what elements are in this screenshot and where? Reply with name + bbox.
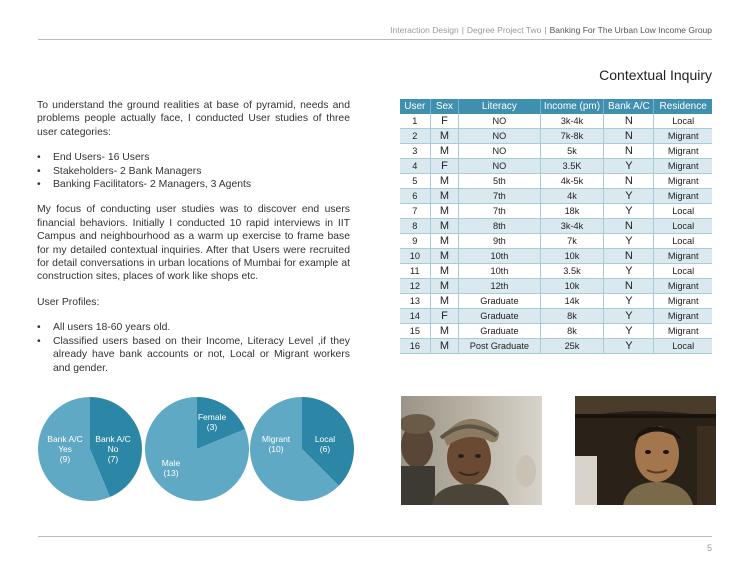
cell-income: 3.5K <box>540 159 604 174</box>
slice-label-line: Migrant <box>261 434 291 444</box>
cell-bank-ac: Y <box>604 189 654 204</box>
cell-sex: M <box>430 144 459 159</box>
page-number: 5 <box>706 543 712 553</box>
user-profiles-list <box>37 321 350 375</box>
cell-sex: M <box>430 264 459 279</box>
cell-user-id: 12 <box>400 279 430 294</box>
slice-label-male <box>154 458 188 478</box>
cell-user-id: 1 <box>400 114 430 129</box>
page-header <box>0 0 750 40</box>
column-header-residence: Residence <box>654 99 712 114</box>
slice-label-line: (3) <box>206 422 218 432</box>
cell-bank-ac: Y <box>604 324 654 339</box>
cell-income: 8k <box>540 309 604 324</box>
breadcrumb-item-project: Degree Project Two <box>466 25 542 35</box>
cell-sex: M <box>430 324 459 339</box>
cell-sex: M <box>430 294 459 309</box>
cell-bank-ac: Y <box>604 234 654 249</box>
cell-bank-ac: N <box>604 249 654 264</box>
table-row <box>400 204 712 219</box>
slice-label-line: (9) <box>59 454 71 464</box>
intro-paragraph: To understand the ground realities at base of pyramid, needs and problems people actually face, I conducted User studies of three user categories: <box>37 100 350 138</box>
slice-label-female <box>194 412 230 432</box>
cell-sex: F <box>430 114 459 129</box>
cell-residence: Local <box>654 264 712 279</box>
cell-residence: Migrant <box>654 279 712 294</box>
list-item: • Stakeholders- 2 Bank Managers <box>37 165 350 178</box>
section-title: Contextual Inquiry <box>599 67 712 83</box>
breadcrumb-item-topic: Banking For The Urban Low Income Group <box>549 25 712 35</box>
cell-literacy: Post Graduate <box>459 339 540 354</box>
list-item: • End Users- 16 Users <box>37 151 350 164</box>
cell-residence: Local <box>654 204 712 219</box>
cell-user-id: 13 <box>400 294 430 309</box>
cell-residence: Migrant <box>654 159 712 174</box>
cell-residence: Migrant <box>654 144 712 159</box>
cell-residence: Migrant <box>654 189 712 204</box>
slice-label-migrant <box>255 434 297 454</box>
cell-literacy: Graduate <box>459 324 540 339</box>
cell-sex: F <box>430 309 459 324</box>
cell-sex: M <box>430 174 459 189</box>
cell-user-id: 2 <box>400 129 430 144</box>
cell-user-id: 5 <box>400 174 430 189</box>
cell-income: 18k <box>540 204 604 219</box>
slice-label-line: (13) <box>163 468 179 478</box>
column-header-sex: Sex <box>430 99 459 114</box>
cell-literacy: NO <box>459 129 540 144</box>
cell-literacy: NO <box>459 159 540 174</box>
header-divider <box>38 39 712 40</box>
slice-label-line: (6) <box>319 444 331 454</box>
cell-literacy: 8th <box>459 219 540 234</box>
column-header-literacy: Literacy <box>459 99 540 114</box>
cell-sex: M <box>430 189 459 204</box>
footer-divider <box>38 536 712 537</box>
cell-literacy: 10th <box>459 249 540 264</box>
table-row <box>400 249 712 264</box>
table-row <box>400 129 712 144</box>
photo-construction-workers-image <box>401 396 542 505</box>
column-header-user: User <box>400 99 430 114</box>
cell-sex: M <box>430 219 459 234</box>
cell-literacy: Graduate <box>459 309 540 324</box>
cell-bank-ac: N <box>604 144 654 159</box>
slice-label-line: Male <box>161 458 181 468</box>
cell-income: 8k <box>540 324 604 339</box>
cell-income: 4k <box>540 189 604 204</box>
cell-sex: M <box>430 339 459 354</box>
cell-bank-ac: Y <box>604 204 654 219</box>
table-row <box>400 279 712 294</box>
cell-income: 25k <box>540 339 604 354</box>
cell-residence: Migrant <box>654 324 712 339</box>
cell-bank-ac: N <box>604 129 654 144</box>
table-row <box>400 264 712 279</box>
cell-literacy: NO <box>459 114 540 129</box>
photo-auto-driver <box>575 396 716 505</box>
slice-label-line: Bank A/C <box>47 434 83 444</box>
cell-residence: Migrant <box>654 309 712 324</box>
cell-user-id: 7 <box>400 204 430 219</box>
cell-residence: Local <box>654 219 712 234</box>
cell-residence: Migrant <box>654 129 712 144</box>
cell-user-id: 15 <box>400 324 430 339</box>
cell-income: 7k-8k <box>540 129 604 144</box>
cell-residence: Migrant <box>654 294 712 309</box>
slice-label-line: No <box>107 444 119 454</box>
cell-sex: M <box>430 249 459 264</box>
cell-user-id: 14 <box>400 309 430 324</box>
cell-sex: M <box>430 234 459 249</box>
table-row <box>400 294 712 309</box>
cell-sex: F <box>430 159 459 174</box>
cell-user-id: 9 <box>400 234 430 249</box>
cell-bank-ac: Y <box>604 339 654 354</box>
table-header-row <box>400 99 712 114</box>
slice-label-bank-yes <box>43 434 87 464</box>
photo-construction-workers <box>401 396 542 505</box>
cell-user-id: 10 <box>400 249 430 264</box>
pie-chart-residence <box>249 396 355 502</box>
breadcrumb: Interaction Design | Degree Project Two | Banking For The Urban Low Income Group <box>390 25 712 35</box>
cell-income: 3k-4k <box>540 219 604 234</box>
table-row <box>400 234 712 249</box>
slice-label-line: Local <box>314 434 336 444</box>
cell-user-id: 8 <box>400 219 430 234</box>
pie-chart-bank-account <box>37 396 143 502</box>
cell-literacy: 5th <box>459 174 540 189</box>
cell-bank-ac: N <box>604 219 654 234</box>
cell-literacy: Graduate <box>459 294 540 309</box>
slice-label-bank-no <box>91 434 135 464</box>
cell-user-id: 3 <box>400 144 430 159</box>
cell-bank-ac: Y <box>604 294 654 309</box>
table-row <box>400 114 712 129</box>
slice-label-line: (7) <box>107 454 119 464</box>
cell-literacy: 12th <box>459 279 540 294</box>
column-header-income: Income (pm) <box>540 99 604 114</box>
cell-bank-ac: N <box>604 279 654 294</box>
slice-label-line: Female <box>197 412 227 422</box>
cell-bank-ac: Y <box>604 309 654 324</box>
cell-residence: Local <box>654 114 712 129</box>
cell-bank-ac: Y <box>604 264 654 279</box>
cell-literacy: 7th <box>459 189 540 204</box>
cell-income: 3k-4k <box>540 114 604 129</box>
cell-income: 5k <box>540 144 604 159</box>
cell-literacy: 10th <box>459 264 540 279</box>
body-text <box>37 99 350 387</box>
photo-auto-driver-image <box>575 396 716 505</box>
table-row <box>400 339 712 354</box>
cell-user-id: 6 <box>400 189 430 204</box>
cell-residence: Migrant <box>654 174 712 189</box>
slice-label-local <box>307 434 343 454</box>
column-header-bank-ac: Bank A/C <box>604 99 654 114</box>
slice-label-line: Bank A/C <box>95 434 131 444</box>
list-item: • Classified users based on their Income, Literacy Level ,if they already have bank accounts or not, Local or Migrant workers and gender. <box>37 335 350 375</box>
slice-label-line: (10) <box>268 444 284 454</box>
cell-user-id: 11 <box>400 264 430 279</box>
table-row <box>400 189 712 204</box>
cell-residence: Local <box>654 234 712 249</box>
pie-charts <box>37 396 367 506</box>
cell-bank-ac: N <box>604 114 654 129</box>
cell-income: 10k <box>540 249 604 264</box>
profiles-heading: User Profiles: <box>37 296 100 308</box>
table-row <box>400 159 712 174</box>
table-row <box>400 144 712 159</box>
cell-bank-ac: N <box>604 174 654 189</box>
cell-literacy: 9th <box>459 234 540 249</box>
focus-paragraph: My focus of conducting user studies was to discover end users financial behaviors. Initially I conducted 10 rapid interviews in IIT Campus and neighbourhood as a warm up exercise to frame base for my detailed contextual inquiries. After that Users were recruited for detail conversations in urban locations of Mumbai for example at construction sites, places of work like shops etc. <box>37 204 350 283</box>
cell-sex: M <box>430 129 459 144</box>
cell-sex: M <box>430 279 459 294</box>
cell-residence: Migrant <box>654 249 712 264</box>
cell-income: 10k <box>540 279 604 294</box>
cell-income: 3.5k <box>540 264 604 279</box>
cell-residence: Local <box>654 339 712 354</box>
pie-chart-gender <box>144 396 250 502</box>
table-row <box>400 174 712 189</box>
cell-literacy: 7th <box>459 204 540 219</box>
breadcrumb-item-course: Interaction Design <box>390 25 459 35</box>
user-categories-list <box>37 151 350 191</box>
list-item: • Banking Facilitators- 2 Managers, 3 Agents <box>37 178 350 191</box>
slice-label-line: Yes <box>58 444 72 454</box>
cell-literacy: NO <box>459 144 540 159</box>
cell-income: 7k <box>540 234 604 249</box>
list-item: • All users 18-60 years old. <box>37 321 350 334</box>
table-row <box>400 309 712 324</box>
cell-user-id: 4 <box>400 159 430 174</box>
cell-income: 14k <box>540 294 604 309</box>
cell-user-id: 16 <box>400 339 430 354</box>
table-row <box>400 219 712 234</box>
user-study-table <box>400 99 712 354</box>
cell-bank-ac: Y <box>604 159 654 174</box>
cell-income: 4k-5k <box>540 174 604 189</box>
table-row <box>400 324 712 339</box>
cell-sex: M <box>430 204 459 219</box>
